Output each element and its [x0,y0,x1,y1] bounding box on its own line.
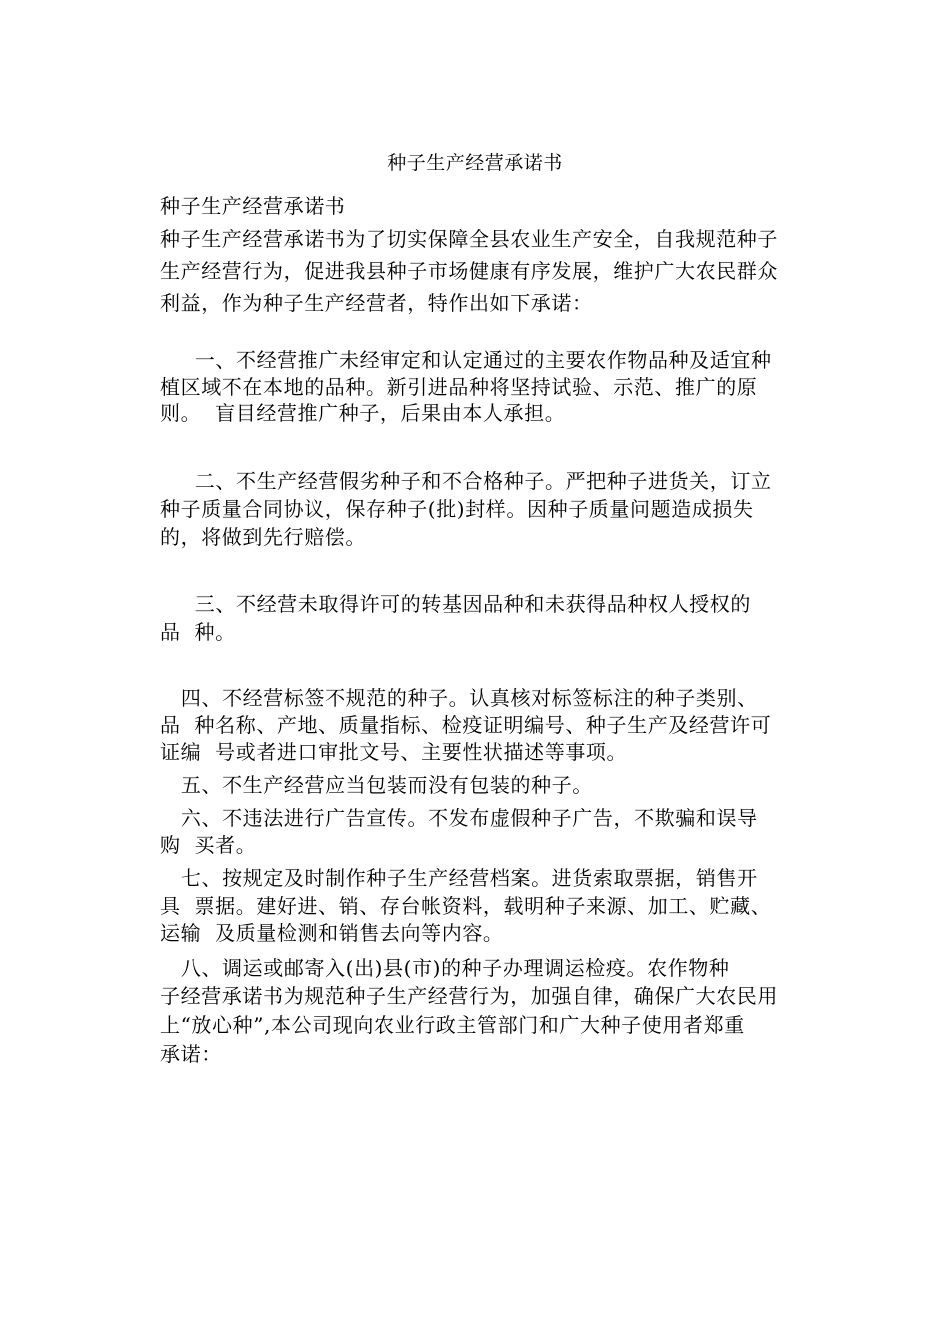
item8-line-1: 八、调运或邮寄入(出)县(市)的种子办理调运检疫。农作物种 [160,956,730,980]
item8-line-2: 子经营承诺书为规范种子生产经营行为，加强自律，确保广大农民用 [160,984,778,1008]
document-subtitle: 种子生产经营承诺书 [160,194,346,218]
item2-line-1: 二、不生产经营假劣种子和不合格种子。严把种子进货关，订立 [160,469,772,493]
item2-line-2: 种子质量合同协议，保存种子(批)封样。因种子质量问题造成损失 [160,497,754,521]
intro-line-3: 利益，作为种子生产经营者，特作出如下承诺： [160,291,593,315]
item6-line-2: 购 买者。 [160,833,257,857]
item4-line-3: 证编 号或者进口审批文号、主要性状描述等事项。 [160,740,628,764]
item7-line-1: 七、按规定及时制作种子生产经营档案。进货索取票据，销售开 [160,866,758,890]
item1-line-3: 则。 盲目经营推广种子，后果由本人承担。 [160,401,566,425]
item7-line-2: 具 票据。建好进、销、存台帐资料，载明种子来源、加工、贮藏、 [160,894,772,918]
item8-line-4: 承诺： [160,1042,222,1066]
item7-line-3: 运输 及质量检测和销售去向等内容。 [160,921,504,945]
item2-line-3: 的，将做到先行赔偿。 [160,525,366,549]
item8-line-3: 上“放心种”,本公司现向农业行政主管部门和广大种子使用者郑重 [160,1013,745,1037]
item3-line-2: 品 种。 [160,620,236,644]
document-title: 种子生产经营承诺书 [387,152,563,174]
item1-line-2: 植区域不在本地的品种。新引进品种将坚持试验、示范、推广的原 [160,375,758,399]
item3-line-1: 三、不经营未取得许可的转基因品种和未获得品种权人授权的 [160,592,751,616]
item4-line-2: 品 种名称、产地、质量指标、检疫证明编号、种子生产及经营许可 [160,713,772,737]
intro-line-2: 生产经营行为，促进我县种子市场健康有序发展，维护广大农民群众 [160,259,778,283]
item6-line-1: 六、不违法进行广告宣传。不发布虚假种子广告，不欺骗和误导 [160,806,758,830]
item1-line-1: 一、不经营推广未经审定和认定通过的主要农作物品种及适宜种 [160,348,772,372]
intro-line-1: 种子生产经营承诺书为了切实保障全县农业生产安全，自我规范种子 [160,227,778,251]
item4-line-1: 四、不经营标签不规范的种子。认真核对标签标注的种子类别、 [160,686,758,710]
item5-line-1: 五、不生产经营应当包装而没有包装的种子。 [160,773,593,797]
